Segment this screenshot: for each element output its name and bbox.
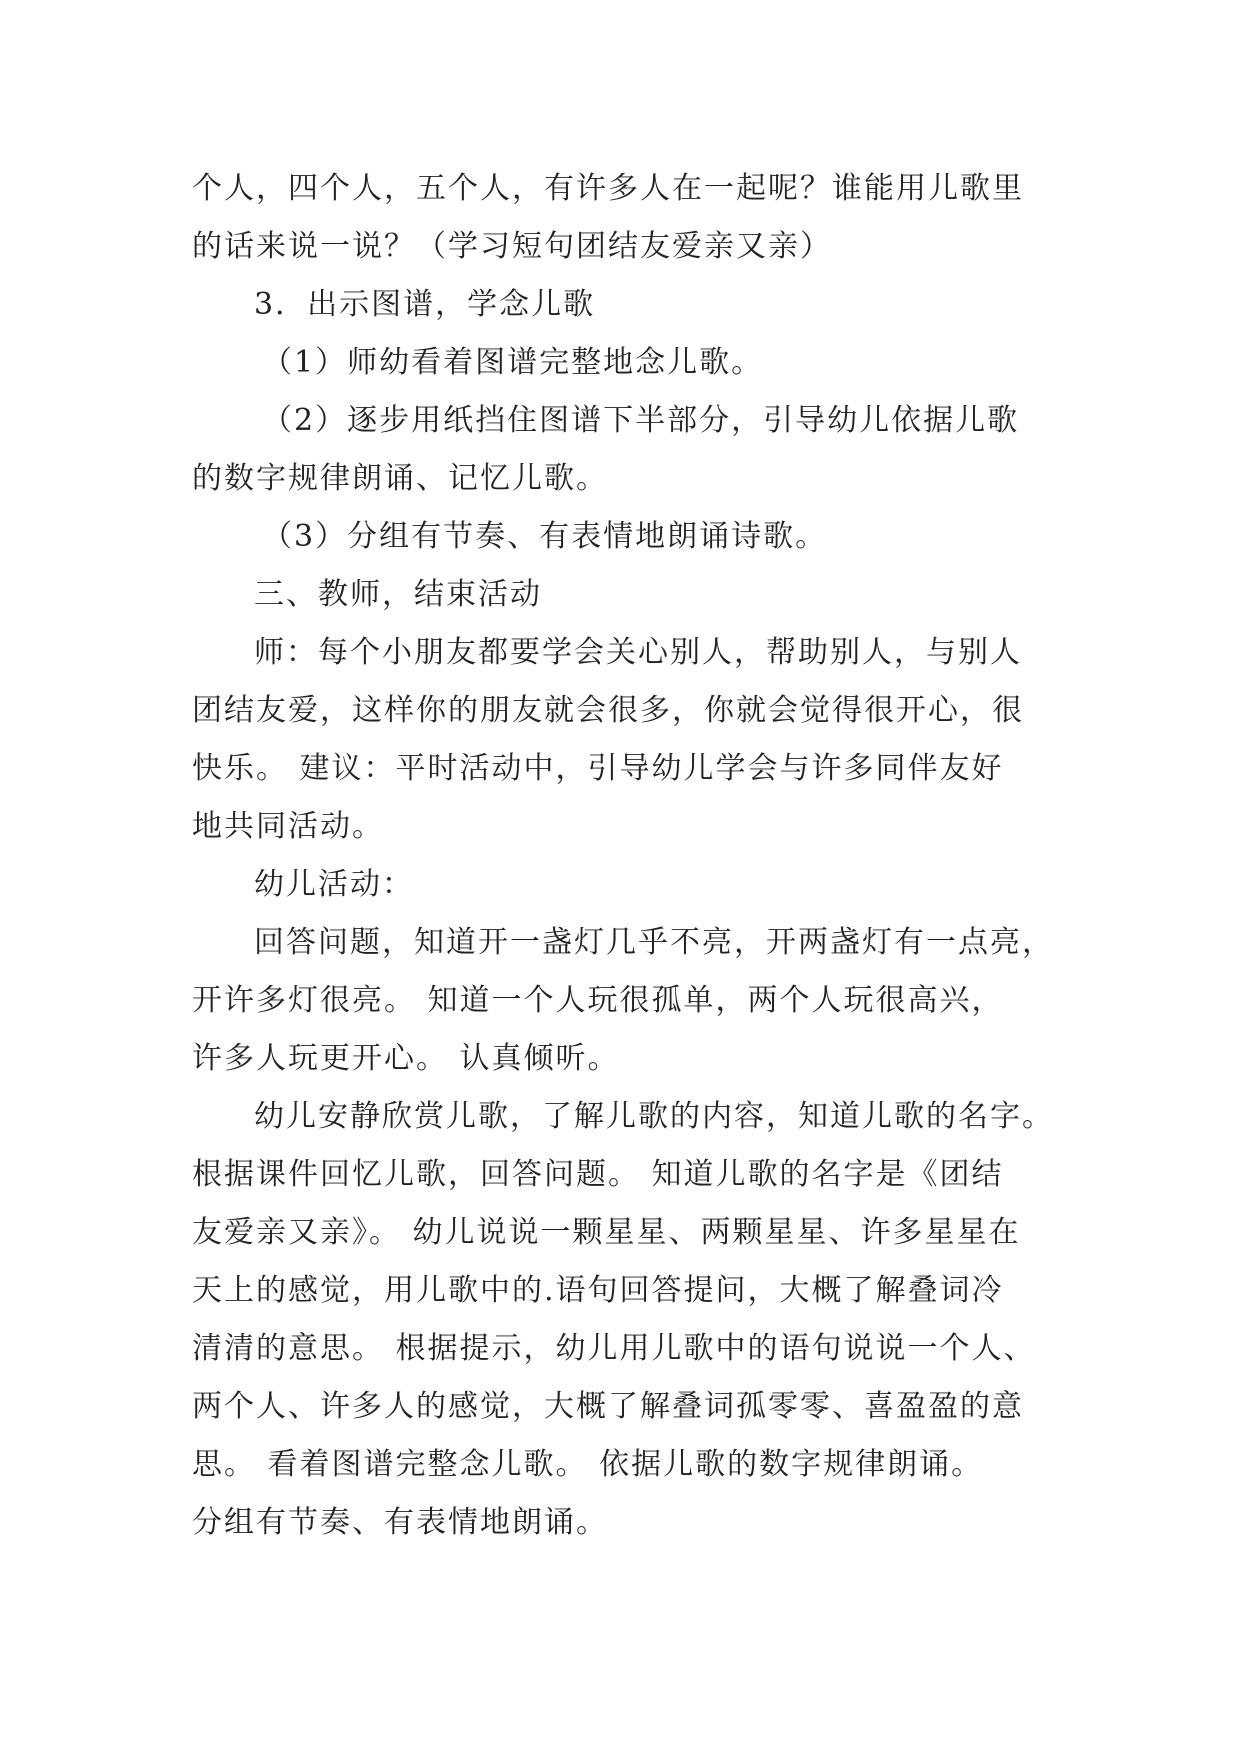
text-line: 分组有节奏、有表情地朗诵。: [192, 1505, 608, 1540]
text-line: 师：每个小朋友都要学会关心别人，帮助别人，与别人: [254, 635, 1022, 670]
text-line: 清清的意思。 根据提示，幼儿用儿歌中的语句说说一个人、: [192, 1331, 1036, 1366]
text-line: 的数字规律朗诵、记忆儿歌。: [192, 461, 608, 496]
text-line: 团结友爱，这样你的朋友就会很多，你就会觉得很开心，很: [192, 693, 1024, 728]
text-line: 幼儿安静欣赏儿歌，了解儿歌的内容，知道儿歌的名字。: [254, 1099, 1054, 1134]
text-line: 地共同活动。: [192, 809, 384, 844]
text-line: 根据课件回忆儿歌，回答问题。 知道儿歌的名字是《团结: [192, 1157, 1004, 1192]
text-line: 友爱亲又亲》。 幼儿说说一颗星星、两颗星星、许多星星在: [192, 1215, 1021, 1250]
section-heading: 3．出示图谱，学念儿歌: [254, 287, 596, 322]
text-line: 开许多灯很亮。 知道一个人玩很孤单，两个人玩很高兴，: [192, 983, 1004, 1018]
text-line: （3）分组有节奏、有表情地朗诵诗歌。: [262, 519, 828, 554]
section-heading: 幼儿活动：: [254, 867, 414, 902]
text-line: 回答问题，知道开一盏灯几乎不亮，开两盏灯有一点亮，: [254, 925, 1054, 960]
text-line: 两个人、许多人的感觉，大概了解叠词孤零零、喜盈盈的意: [192, 1389, 1024, 1424]
text-line: 思。 看着图谱完整念儿歌。 依据儿歌的数字规律朗诵。: [192, 1447, 984, 1482]
text-line: 个人，四个人，五个人，有许多人在一起呢？谁能用儿歌里: [192, 171, 1024, 206]
document-body: [192, 160, 1062, 1552]
text-line: 的话来说一说？（学习短句团结友爱亲又亲）: [192, 229, 832, 264]
text-line: 许多人玩更开心。 认真倾听。: [192, 1041, 620, 1076]
text-line: 天上的感觉，用儿歌中的.语句回答提问，大概了解叠词冷: [192, 1273, 1004, 1308]
text-line: 快乐。 建议：平时活动中，引导幼儿学会与许多同伴友好: [192, 751, 1004, 786]
text-line: （2）逐步用纸挡住图谱下半部分，引导幼儿依据儿歌: [262, 403, 1020, 438]
text-line: （1）师幼看着图谱完整地念儿歌。: [262, 345, 764, 380]
section-heading: 三、教师，结束活动: [254, 577, 542, 612]
